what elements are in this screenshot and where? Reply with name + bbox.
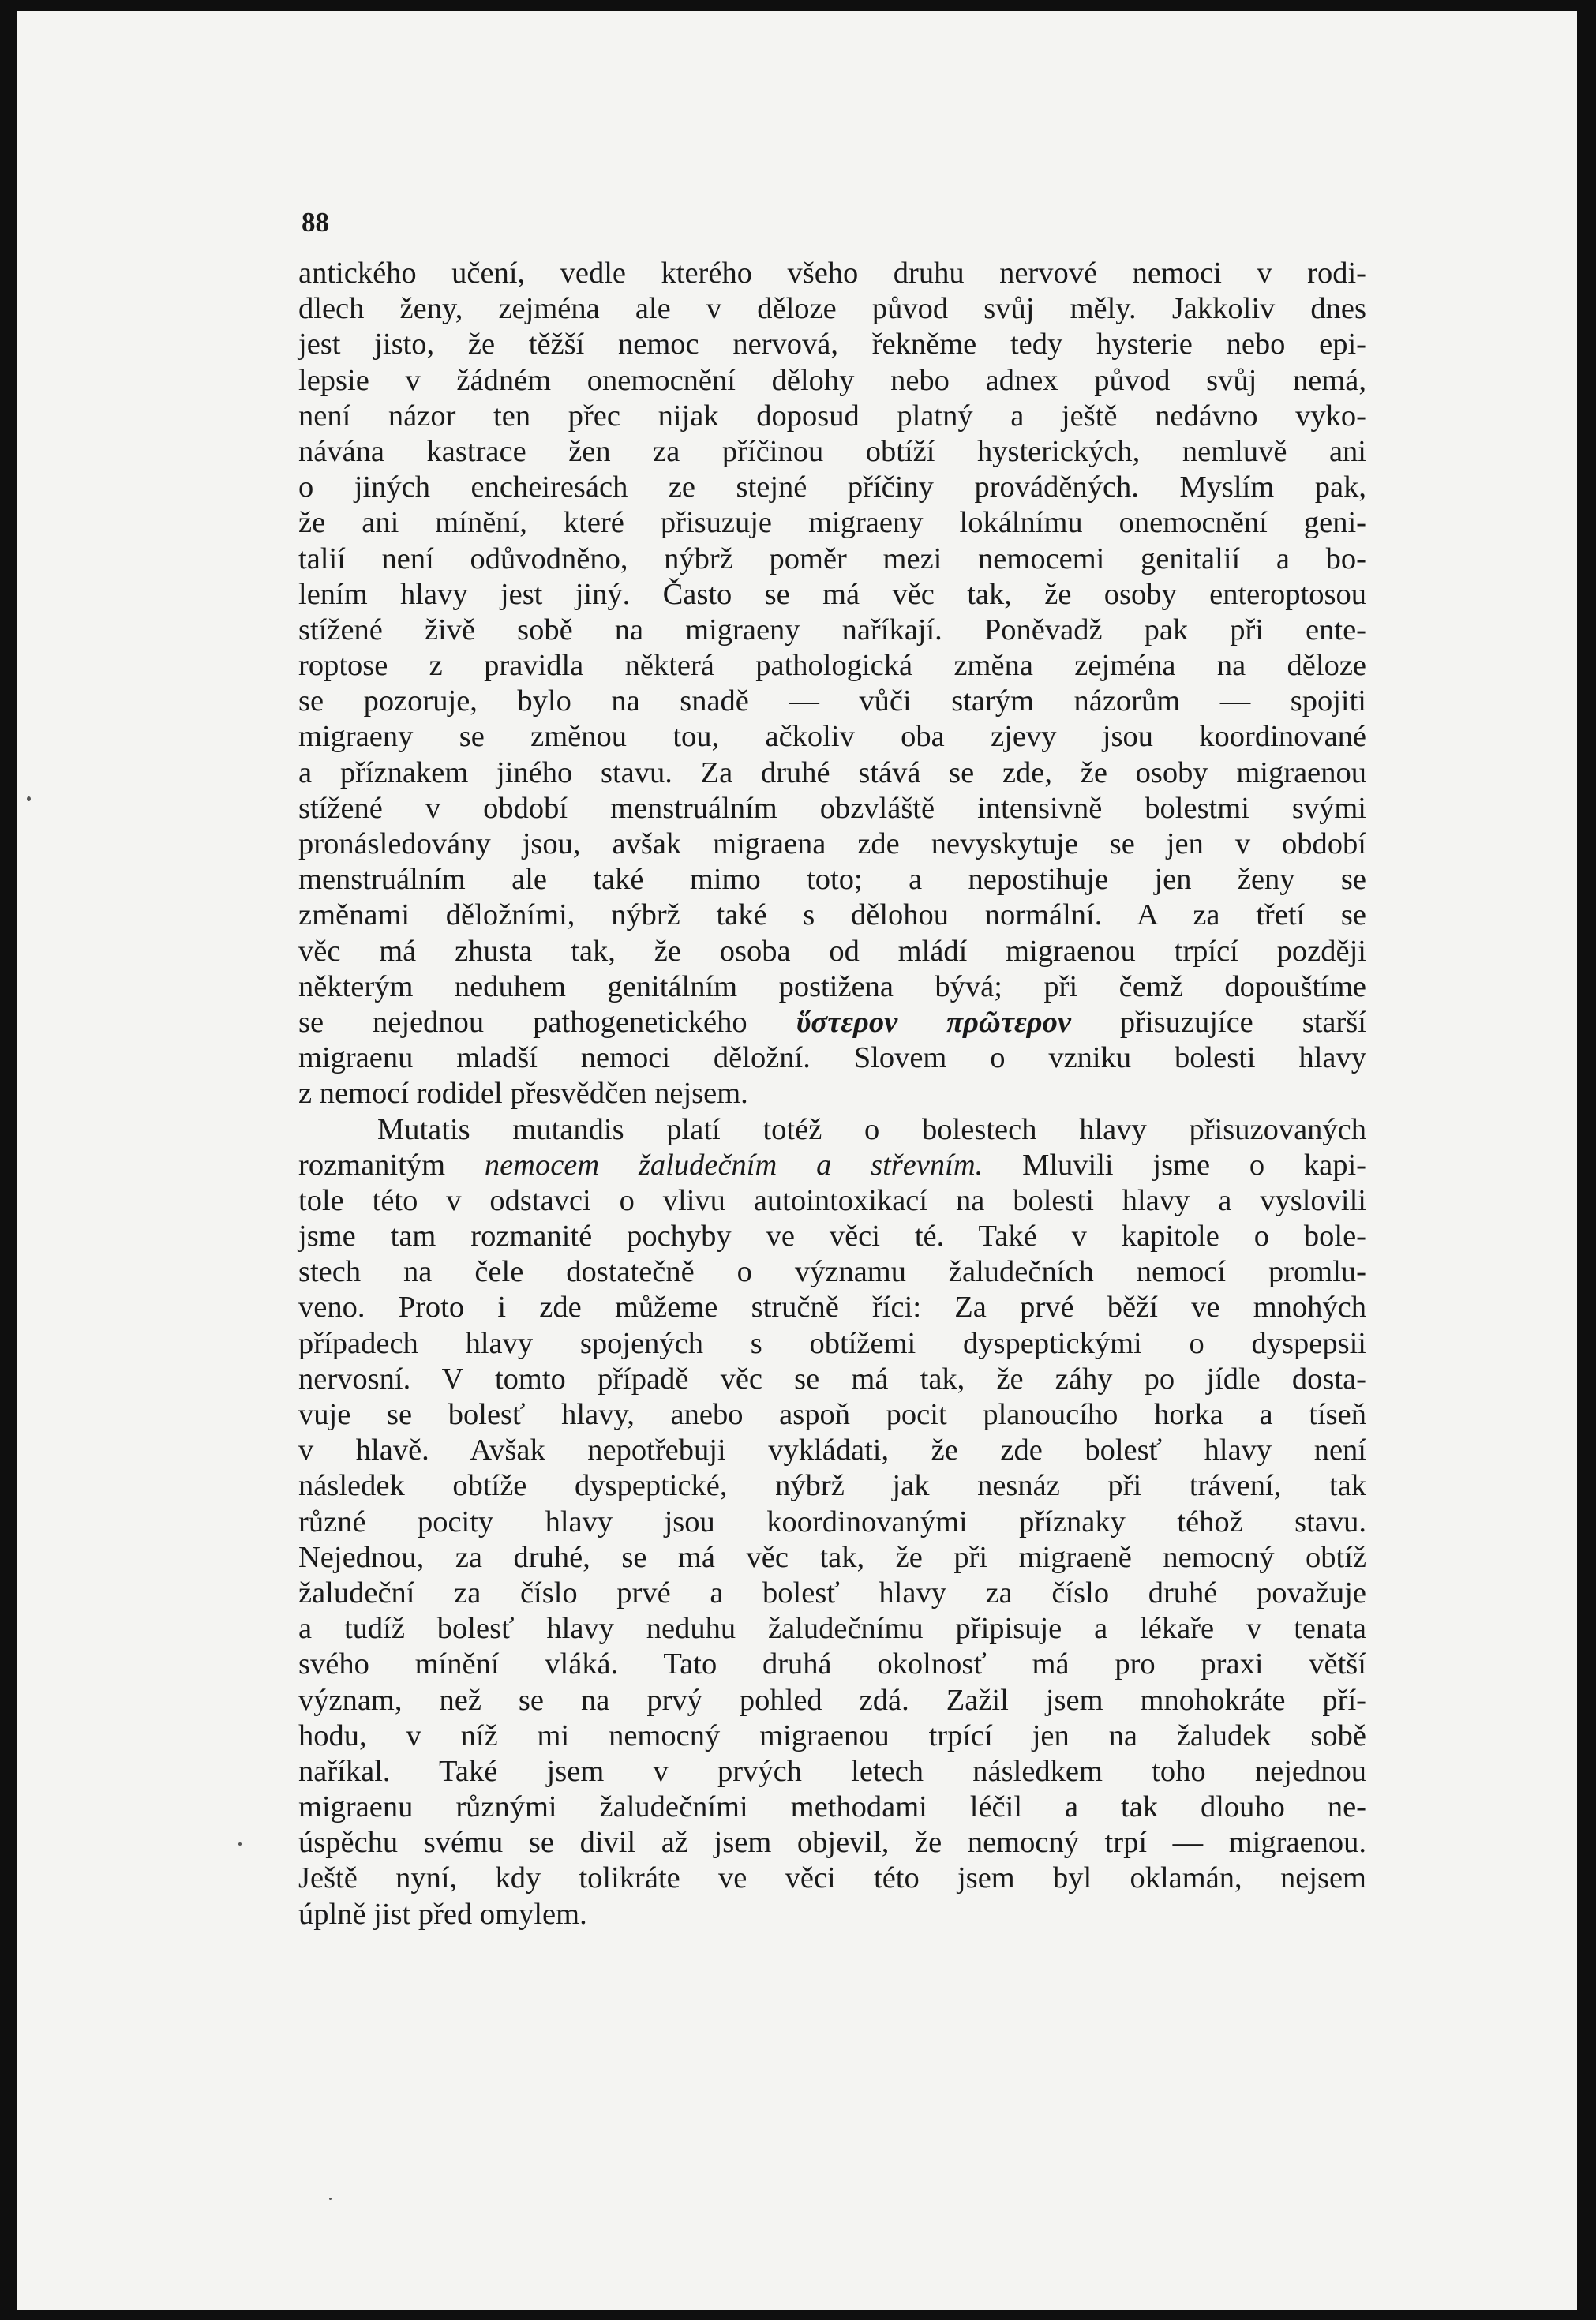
text-line [298, 1897, 1366, 1932]
text-run: veno. Proto i zde můžeme stručně říci: Za prvé běží ve mnohých [298, 1291, 1366, 1325]
text-line [298, 719, 1366, 755]
text-run: tole této v odstavci o vlivu autointoxikací na bolesti hlavy a vyslovili [298, 1183, 1366, 1217]
text-run: z nemocí rodidel přesvědčen nejsem. [298, 1077, 748, 1111]
text-run: nervosní. V tomto případě věc se má tak, že záhy po jídle dosta- [298, 1362, 1366, 1396]
text-line [298, 1540, 1366, 1576]
text-run: Nejednou, za druhé, se má věc tak, že při migraeně nemocný obtíž [298, 1540, 1366, 1574]
text-run: že ani mínění, které přisuzuje migraeny lokálnímu onemocnění geni- [298, 506, 1366, 540]
text-run: lepsie v žádném onemocnění dělohy nebo adnex původ svůj nemá, [298, 363, 1366, 397]
text-line [298, 399, 1366, 434]
text-line [298, 898, 1366, 933]
text-line [298, 1040, 1366, 1076]
text-line [298, 1825, 1366, 1861]
text-run: vuje se bolesť hlavy, anebo aspoň pocit planoucího horka a tíseň [298, 1398, 1366, 1431]
text-run: návána kastrace žen za příčinou obtíží hysterických, nemluvě ani [298, 434, 1366, 468]
text-line [298, 1397, 1366, 1433]
text-run: následek obtíže dyspeptické, nýbrž jak nesnáz při trávení, tak [298, 1469, 1366, 1503]
text-line [298, 1433, 1366, 1468]
text-line [298, 1219, 1366, 1254]
text-line [298, 934, 1366, 969]
text-run: stížené živě sobě na migraeny naříkají. Poněvadž pak při ente- [298, 613, 1366, 647]
book-page [17, 11, 1577, 2310]
text-line [298, 755, 1366, 791]
text-line [298, 1290, 1366, 1325]
text-line [298, 1861, 1366, 1896]
text-run: přisuzujíce starší [1070, 1005, 1366, 1039]
text-run: jest jisto, že těžší nemoc nervová, řekněme tedy hysterie nebo epi- [298, 328, 1366, 362]
text-line [298, 1362, 1366, 1397]
text-run: migraenu mladší nemoci děložní. Slovem o vzniku bolesti hlavy [298, 1041, 1366, 1075]
text-run: talií není odůvodněno, nýbrž poměr mezi nemocemi genitalií a bo- [298, 542, 1366, 575]
text-run: význam, než se na prvý pohled zdá. Zažil jsem mnohokráte pří- [298, 1683, 1366, 1717]
text-line [298, 862, 1366, 898]
text-run: v hlavě. Avšak nepotřebuji vykládati, že zde bolesť hlavy není [298, 1434, 1366, 1467]
text-run: a tudíž bolesť hlavy neduhu žaludečnímu připisuje a lékaře v tenata [298, 1612, 1366, 1646]
text-run: není názor ten přec nijak doposud platný a ještě nedávno vyko- [298, 399, 1366, 433]
text-run: roptose z pravidla některá pathologická změna zejména na děloze [298, 649, 1366, 683]
text-run: věc má zhusta tak, že osoba od mládí migraenou trpící později [298, 934, 1366, 968]
text-line [298, 1790, 1366, 1825]
print-speck [329, 2198, 332, 2200]
print-speck [27, 796, 31, 801]
text-line [298, 1576, 1366, 1611]
text-run: naříkal. Také jsem v prvých letech následkem toho nejednou [298, 1754, 1366, 1788]
text-run: o jiných encheiresách ze stejné příčiny prováděných. Myslím pak, [298, 470, 1366, 504]
italic-phrase: nemocem žaludečním a střevním. [484, 1148, 983, 1182]
text-run: migraenu různými žaludečními methodami léčil a tak dlouho ne- [298, 1790, 1366, 1824]
text-run: stech na čele dostatečně o významu žaludečních nemocí promlu- [298, 1255, 1366, 1289]
text-run: antického učení, vedle kterého všeho druhu nervové nemoci v rodi- [298, 257, 1366, 290]
text-run: hodu, v níž mi nemocný migraenou trpící jen na žaludek sobě [298, 1718, 1366, 1752]
text-run: žaludeční za číslo prvé a bolesť hlavy za číslo druhé považuje [298, 1576, 1366, 1610]
text-line [298, 505, 1366, 541]
text-run: některým neduhem genitálním postižena bývá; při čemž dopouštíme [298, 969, 1366, 1003]
text-run: migraeny se změnou tou, ačkoliv oba zjevy jsou koordinované [298, 720, 1366, 754]
text-line [298, 434, 1366, 470]
text-line [298, 363, 1366, 399]
text-run: lením hlavy jest jiný. Často se má věc tak, že osoby enteroptosou [298, 577, 1366, 611]
text-line [298, 613, 1366, 648]
text-line [298, 1254, 1366, 1290]
text-line [298, 1754, 1366, 1790]
text-run: případech hlavy spojených s obtížemi dyspeptickými o dyspepsii [298, 1326, 1366, 1360]
text-run: dlech ženy, zejména ale v děloze původ svůj měly. Jakkoliv dnes [298, 292, 1366, 326]
text-line [298, 1647, 1366, 1682]
text-line [298, 1468, 1366, 1504]
text-run: se pozoruje, bylo na snadě — vůči starým názorům — spojiti [298, 684, 1366, 718]
text-line [298, 1718, 1366, 1754]
text-line [298, 648, 1366, 684]
body-text [298, 256, 1366, 1932]
text-run: jsme tam rozmanité pochyby ve věci té. Také v kapitole o bole- [298, 1220, 1366, 1254]
text-run: a příznakem jiného stavu. Za druhé stává se zde, že osoby migraenou [298, 755, 1366, 789]
text-run: stížené v období menstruálním obzvláště intensivně bolestmi svými [298, 791, 1366, 825]
text-run: Mluvili jsme o kapi- [983, 1148, 1366, 1182]
text-line [298, 1611, 1366, 1647]
text-line [298, 542, 1366, 577]
page-number: 88 [302, 207, 329, 238]
text-line [298, 1005, 1366, 1040]
text-line [298, 1183, 1366, 1219]
text-line [298, 1326, 1366, 1362]
text-run: rozmanitým [298, 1148, 485, 1182]
text-line [298, 1148, 1366, 1183]
text-run: se nejednou pathogenetického [298, 1005, 796, 1039]
text-line [298, 327, 1366, 362]
text-run: úplně jist před omylem. [298, 1897, 587, 1931]
text-line [298, 969, 1366, 1005]
text-run: různé pocity hlavy jsou koordinovanými příznaky téhož stavu. [298, 1505, 1366, 1539]
text-line [298, 791, 1366, 826]
text-line [298, 291, 1366, 327]
text-run: změnami děložními, nýbrž také s dělohou normální. A za třetí se [298, 898, 1366, 932]
text-line [298, 256, 1366, 291]
text-run: Ještě nyní, kdy tolikráte ve věci této jsem byl oklamán, nejsem [298, 1861, 1366, 1895]
print-speck [238, 1842, 242, 1846]
text-line [298, 826, 1366, 862]
text-run: Mutatis mutandis platí totéž o bolestech hlavy přisuzovaných [377, 1112, 1366, 1146]
text-line [298, 1112, 1366, 1148]
text-line [298, 1505, 1366, 1540]
greek-phrase: ὕστερον πρῶτερον [796, 1005, 1071, 1039]
text-run: pronásledovány jsou, avšak migraena zde nevyskytuje se jen v období [298, 827, 1366, 860]
text-line [298, 1683, 1366, 1718]
text-line [298, 684, 1366, 719]
text-run: svého mínění vláká. Tato druhá okolnosť má pro praxi větší [298, 1647, 1366, 1681]
text-line [298, 470, 1366, 505]
text-run: úspěchu svému se divil až jsem objevil, že nemocný trpí — migraenou. [298, 1826, 1366, 1860]
text-line [298, 1076, 1366, 1111]
text-run: menstruálním ale také mimo toto; a nepostihuje jen ženy se [298, 863, 1366, 897]
text-line [298, 577, 1366, 613]
